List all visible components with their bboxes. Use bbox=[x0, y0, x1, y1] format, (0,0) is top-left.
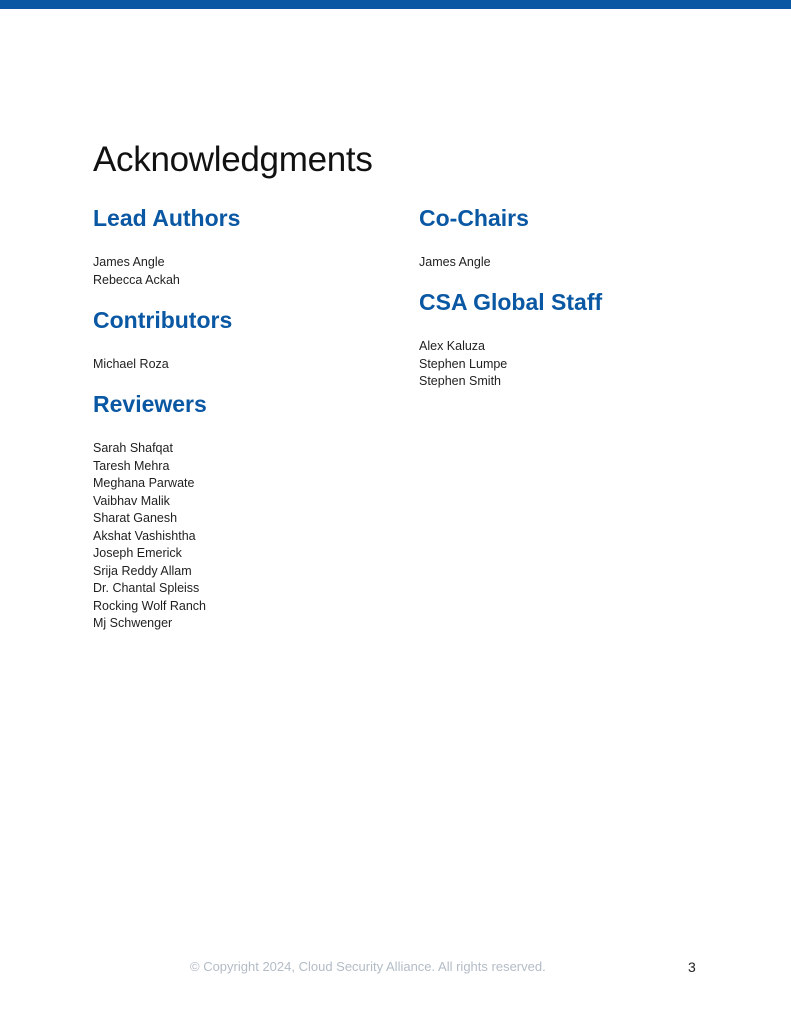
name-item: Vaibhav Malik bbox=[93, 493, 170, 508]
name-item: Michael Roza bbox=[93, 357, 169, 371]
name-list-contributors bbox=[93, 356, 232, 374]
section-contributors bbox=[93, 306, 232, 374]
name-item: Rocking Wolf Ranch bbox=[93, 598, 207, 613]
name-item: Stephen Lumpe bbox=[419, 356, 508, 371]
name-item: Joseph Emerick bbox=[93, 546, 182, 560]
footer-copyright: © Copyright 2024, Cloud Security Alliance. All rights reserved. bbox=[190, 959, 546, 974]
name-item: Sarah Shafqat bbox=[93, 441, 173, 455]
name-item: Alex Kaluza bbox=[419, 339, 486, 353]
page-title: Acknowledgments bbox=[93, 140, 373, 179]
section-heading-co-chairs: Co-Chairs bbox=[419, 205, 529, 231]
name-item: Taresh Mehra bbox=[93, 458, 170, 473]
name-item: Rebecca Ackah bbox=[93, 272, 180, 287]
section-heading-csa-global-staff: CSA Global Staff bbox=[419, 289, 603, 315]
section-lead-authors bbox=[93, 204, 240, 289]
section-csa-global-staff bbox=[419, 288, 602, 391]
name-item: James Angle bbox=[93, 255, 165, 269]
page-number: 3 bbox=[688, 959, 696, 975]
name-item: Dr. Chantal Spleiss bbox=[93, 581, 200, 595]
section-heading-reviewers: Reviewers bbox=[93, 391, 207, 417]
section-reviewers bbox=[93, 390, 207, 633]
name-list-csa-global-staff bbox=[419, 338, 602, 391]
section-co-chairs bbox=[419, 204, 529, 272]
name-list-lead-authors bbox=[93, 254, 240, 289]
name-item: Akshat Vashishtha bbox=[93, 528, 196, 543]
name-item: James Angle bbox=[419, 255, 491, 269]
section-heading-lead-authors: Lead Authors bbox=[93, 205, 241, 231]
name-list-co-chairs bbox=[419, 254, 529, 272]
name-list-reviewers bbox=[93, 440, 207, 633]
name-item: Meghana Parwate bbox=[93, 476, 195, 490]
name-item: Mj Schwenger bbox=[93, 616, 173, 630]
section-heading-contributors: Contributors bbox=[93, 307, 233, 333]
top-accent-bar bbox=[0, 0, 791, 9]
name-item: Stephen Smith bbox=[419, 374, 501, 388]
name-item: Srija Reddy Allam bbox=[93, 563, 192, 578]
name-item: Sharat Ganesh bbox=[93, 511, 178, 525]
